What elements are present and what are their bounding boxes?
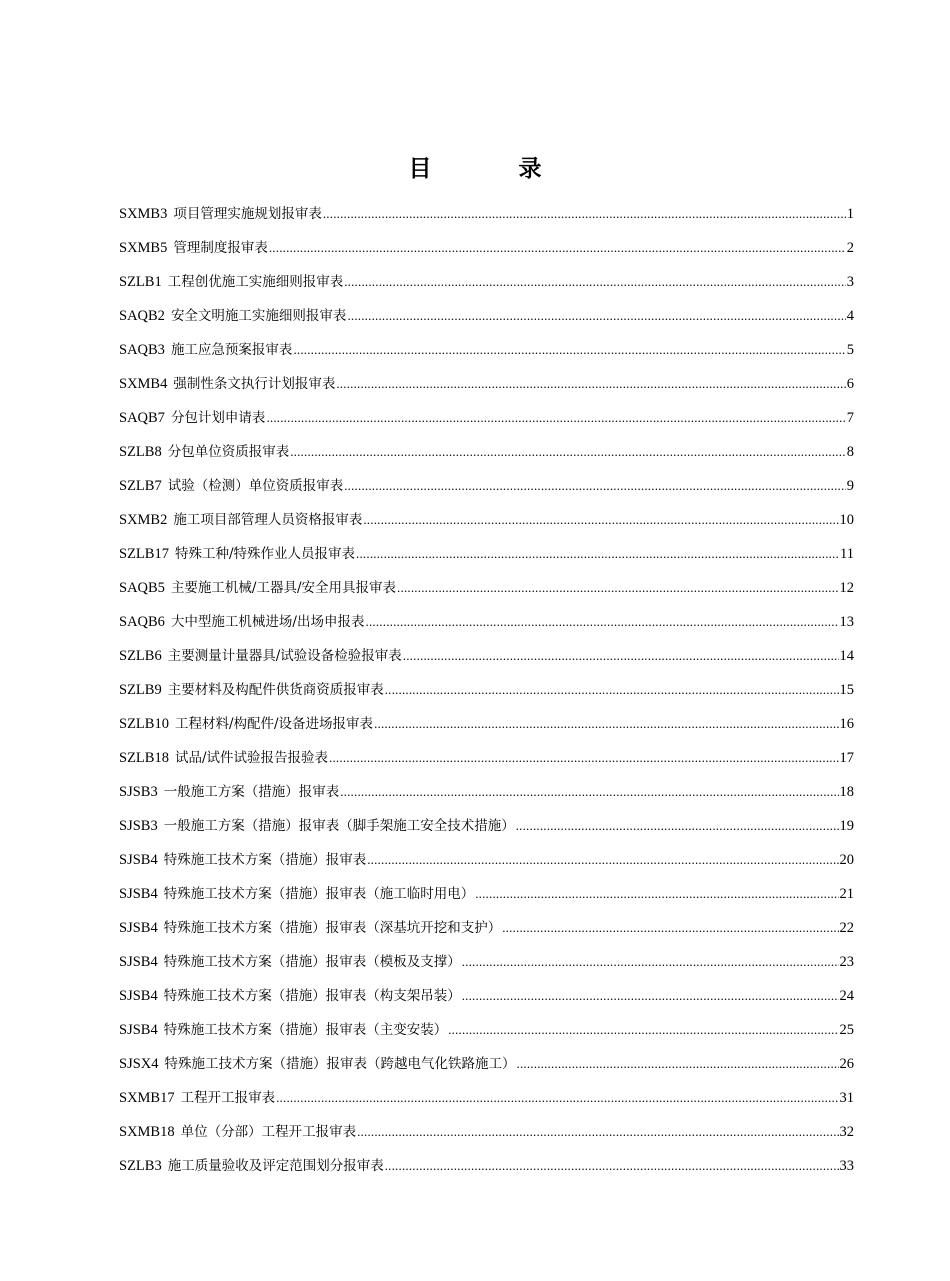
toc-entry-page-number: 15 bbox=[839, 682, 854, 698]
toc-entry[interactable] bbox=[119, 372, 854, 406]
toc-dot-leader bbox=[357, 1124, 838, 1140]
toc-dot-leader bbox=[502, 920, 838, 936]
toc-entry-code: SAQB6 bbox=[119, 614, 165, 630]
toc-entry-code: SXMB2 bbox=[119, 512, 168, 528]
toc-entry[interactable] bbox=[119, 882, 854, 916]
toc-dot-leader bbox=[290, 444, 846, 460]
toc-entry[interactable] bbox=[119, 1120, 854, 1154]
toc-entry[interactable] bbox=[119, 406, 854, 440]
toc-dot-leader bbox=[276, 1090, 838, 1106]
toc-entry[interactable] bbox=[119, 1086, 854, 1120]
toc-entry[interactable] bbox=[119, 542, 854, 576]
toc-entry-label: 安全文明施工实施细则报审表 bbox=[170, 308, 347, 324]
toc-entry-page-number: 4 bbox=[846, 308, 854, 324]
toc-dot-leader bbox=[385, 682, 839, 698]
toc-entry-code: SJSX4 bbox=[119, 1056, 159, 1072]
toc-entry[interactable] bbox=[119, 338, 854, 372]
toc-entry-page-number: 9 bbox=[846, 478, 854, 494]
toc-entry-page-number: 24 bbox=[839, 988, 854, 1004]
toc-entry-code: SZLB10 bbox=[119, 716, 169, 732]
toc-entry-label: 特殊施工技术方案（措施）报审表（施工临时用电） bbox=[163, 886, 475, 902]
toc-dot-leader bbox=[344, 274, 846, 290]
toc-entry-page-number: 26 bbox=[839, 1056, 854, 1072]
toc-entry-code: SJSB4 bbox=[119, 1022, 158, 1038]
toc-entry-page-number: 25 bbox=[839, 1022, 854, 1038]
toc-entry-label: 特殊施工技术方案（措施）报审表（模板及支撑） bbox=[163, 954, 461, 970]
toc-entry-code: SZLB18 bbox=[119, 750, 169, 766]
toc-title: 目 录 bbox=[408, 155, 574, 182]
toc-entry-code: SAQB5 bbox=[119, 580, 165, 596]
toc-entry[interactable] bbox=[119, 916, 854, 950]
toc-dot-leader bbox=[403, 648, 839, 664]
toc-entry-label: 分包单位资质报审表 bbox=[167, 444, 290, 460]
toc-entry[interactable] bbox=[119, 304, 854, 338]
toc-entry-page-number: 33 bbox=[839, 1158, 854, 1174]
toc-entry-code: SJSB4 bbox=[119, 988, 158, 1004]
toc-dot-leader bbox=[344, 478, 846, 494]
toc-dot-leader bbox=[475, 886, 838, 902]
toc-entry-code: SJSB3 bbox=[119, 784, 158, 800]
toc-entry-code: SJSB3 bbox=[119, 818, 158, 834]
toc-entry-label: 单位（分部）工程开工报审表 bbox=[180, 1124, 357, 1140]
toc-entry-label: 施工质量验收及评定范围划分报审表 bbox=[167, 1158, 384, 1174]
toc-entry-label: 项目管理实施规划报审表 bbox=[173, 206, 322, 222]
toc-entry-code: SZLB6 bbox=[119, 648, 162, 664]
toc-entry-page-number: 16 bbox=[839, 716, 854, 732]
toc-entry[interactable] bbox=[119, 780, 854, 814]
toc-entry-label: 强制性条文执行计划报审表 bbox=[173, 376, 336, 392]
toc-dot-leader bbox=[517, 1056, 839, 1072]
toc-dot-leader bbox=[385, 1158, 839, 1174]
toc-entry-label: 工程开工报审表 bbox=[180, 1090, 276, 1106]
toc-entry-page-number: 20 bbox=[839, 852, 854, 868]
toc-entry-code: SZLB9 bbox=[119, 682, 162, 698]
toc-dot-leader bbox=[323, 206, 846, 222]
toc-entry-label: 一般施工方案（措施）报审表（脚手架施工安全技术措施） bbox=[163, 818, 515, 834]
toc-dot-leader bbox=[269, 240, 846, 256]
toc-entry-page-number: 7 bbox=[846, 410, 854, 426]
toc-entry[interactable] bbox=[119, 1052, 854, 1086]
toc-entry-page-number: 21 bbox=[839, 886, 854, 902]
toc-entry-code: SJSB4 bbox=[119, 920, 158, 936]
toc-entry-page-number: 2 bbox=[846, 240, 854, 256]
toc-entry-code: SZLB1 bbox=[119, 274, 162, 290]
toc-entry[interactable] bbox=[119, 474, 854, 508]
toc-entry-code: SXMB3 bbox=[119, 206, 168, 222]
toc-entry[interactable] bbox=[119, 644, 854, 678]
toc-entry-page-number: 22 bbox=[839, 920, 854, 936]
toc-dot-leader bbox=[363, 512, 838, 528]
toc-entry-label: 试品/试件试验报告报验表 bbox=[174, 750, 329, 766]
toc-dot-leader bbox=[329, 750, 838, 766]
toc-dot-leader bbox=[516, 818, 839, 834]
toc-entry[interactable] bbox=[119, 712, 854, 746]
toc-entry-code: SAQB7 bbox=[119, 410, 165, 426]
toc-entry[interactable] bbox=[119, 1018, 854, 1052]
toc-entry-code: SJSB4 bbox=[119, 954, 158, 970]
toc-entry-label: 施工项目部管理人员资格报审表 bbox=[173, 512, 363, 528]
toc-entry-code: SXMB5 bbox=[119, 240, 168, 256]
toc-entry-page-number: 18 bbox=[839, 784, 854, 800]
toc-entry-label: 工程材料/构配件/设备进场报审表 bbox=[174, 716, 374, 732]
toc-entry-label: 主要测量计量器具/试验设备检验报审表 bbox=[167, 648, 402, 664]
toc-entry-label: 一般施工方案（措施）报审表 bbox=[163, 784, 340, 800]
toc-entry-page-number: 31 bbox=[839, 1090, 854, 1106]
toc-entry-page-number: 13 bbox=[839, 614, 854, 630]
toc-entry-code: SXMB18 bbox=[119, 1124, 175, 1140]
toc-entry-label: 特殊施工技术方案（措施）报审表 bbox=[163, 852, 367, 868]
toc-dot-leader bbox=[448, 1022, 838, 1038]
toc-entry-label: 特殊施工技术方案（措施）报审表（构支架吊装） bbox=[163, 988, 461, 1004]
toc-entry-label: 施工应急预案报审表 bbox=[170, 342, 293, 358]
toc-entry-label: 特殊施工技术方案（措施）报审表（深基坑开挖和支护） bbox=[163, 920, 502, 936]
toc-dot-leader bbox=[462, 954, 839, 970]
toc-entry[interactable] bbox=[119, 610, 854, 644]
toc-entry[interactable] bbox=[119, 440, 854, 474]
toc-entry-label: 管理制度报审表 bbox=[173, 240, 268, 256]
toc-entry[interactable] bbox=[119, 270, 854, 304]
toc-dot-leader bbox=[367, 852, 838, 868]
toc-entry-code: SZLB7 bbox=[119, 478, 162, 494]
toc-entry-page-number: 12 bbox=[839, 580, 854, 596]
toc-dot-leader bbox=[293, 342, 845, 358]
toc-entry-code: SJSB4 bbox=[119, 886, 158, 902]
toc-dot-leader bbox=[462, 988, 839, 1004]
toc-entry-code: SJSB4 bbox=[119, 852, 158, 868]
toc-dot-leader bbox=[397, 580, 838, 596]
toc-entry-code: SAQB3 bbox=[119, 342, 165, 358]
toc-dot-leader bbox=[374, 716, 838, 732]
toc-entry-code: SZLB17 bbox=[119, 546, 169, 562]
toc-entry-code: SAQB2 bbox=[119, 308, 165, 324]
toc-entry-label: 特殊施工技术方案（措施）报审表（主变安装） bbox=[163, 1022, 448, 1038]
toc-entry-page-number: 17 bbox=[839, 750, 854, 766]
toc-entry-page-number: 1 bbox=[846, 206, 854, 222]
toc-dot-leader bbox=[340, 784, 838, 800]
toc-entry[interactable] bbox=[119, 814, 854, 848]
toc-entry-page-number: 8 bbox=[846, 444, 854, 460]
toc-entry-label: 试验（检测）单位资质报审表 bbox=[167, 478, 344, 494]
toc-entry[interactable] bbox=[119, 848, 854, 882]
toc-entry-page-number: 32 bbox=[839, 1124, 854, 1140]
toc-entry[interactable] bbox=[119, 984, 854, 1018]
toc-entry-page-number: 3 bbox=[846, 274, 854, 290]
toc-dot-leader bbox=[356, 546, 839, 562]
toc-entry-code: SXMB17 bbox=[119, 1090, 175, 1106]
toc-dot-leader bbox=[336, 376, 845, 392]
toc-entry[interactable] bbox=[119, 508, 854, 542]
toc-entry[interactable] bbox=[119, 202, 854, 236]
toc-entry-label: 工程创优施工实施细则报审表 bbox=[167, 274, 344, 290]
toc-list bbox=[119, 202, 854, 1188]
toc-dot-leader bbox=[266, 410, 845, 426]
toc-entry-code: SZLB8 bbox=[119, 444, 162, 460]
toc-entry-page-number: 11 bbox=[840, 546, 854, 562]
toc-entry-label: 分包计划申请表 bbox=[170, 410, 266, 426]
toc-entry-label: 大中型施工机械进场/出场申报表 bbox=[170, 614, 365, 630]
toc-dot-leader bbox=[347, 308, 845, 324]
toc-entry-page-number: 6 bbox=[846, 376, 854, 392]
toc-entry-code: SZLB3 bbox=[119, 1158, 162, 1174]
toc-entry[interactable] bbox=[119, 746, 854, 780]
toc-entry[interactable] bbox=[119, 576, 854, 610]
toc-entry-label: 特殊施工技术方案（措施）报审表（跨越电气化铁路施工） bbox=[164, 1056, 516, 1072]
toc-entry-page-number: 14 bbox=[839, 648, 854, 664]
toc-entry-label: 主要材料及构配件供货商资质报审表 bbox=[167, 682, 384, 698]
toc-entry-page-number: 23 bbox=[839, 954, 854, 970]
toc-entry-code: SXMB4 bbox=[119, 376, 168, 392]
toc-entry[interactable] bbox=[119, 236, 854, 270]
toc-entry-page-number: 10 bbox=[839, 512, 854, 528]
toc-entry[interactable] bbox=[119, 678, 854, 712]
toc-dot-leader bbox=[366, 614, 839, 630]
toc-entry[interactable] bbox=[119, 950, 854, 984]
toc-entry-page-number: 5 bbox=[846, 342, 854, 358]
toc-entry[interactable] bbox=[119, 1154, 854, 1188]
toc-entry-label: 特殊工种/特殊作业人员报审表 bbox=[174, 546, 356, 562]
toc-entry-label: 主要施工机械/工器具/安全用具报审表 bbox=[170, 580, 397, 596]
toc-entry-page-number: 19 bbox=[839, 818, 854, 834]
